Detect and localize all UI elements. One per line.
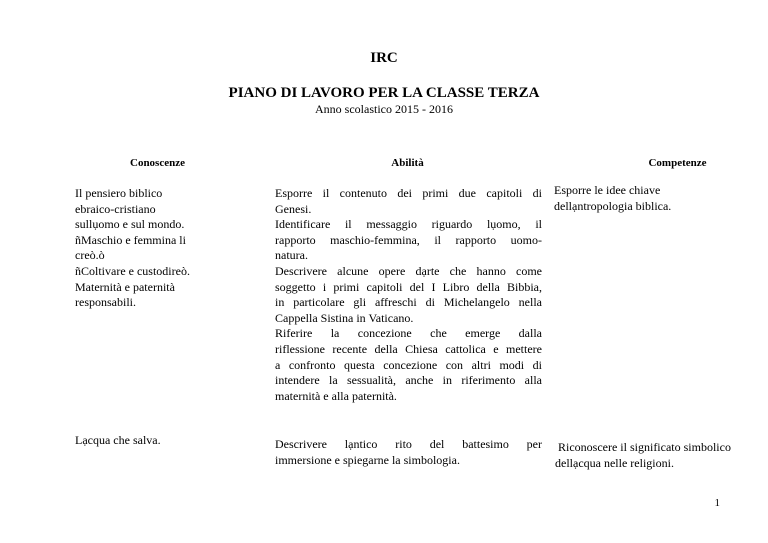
text-line: soggetto i primi capitoli del I Libro della Bibbia, [275, 279, 542, 294]
plan-title: PIANO DI LAVORO PER LA CLASSE TERZA [228, 85, 540, 101]
text-line: rapporto maschio-femmina, il rapporto uomo- [275, 232, 542, 247]
text-line: sullụomo e sul mondo. [75, 217, 185, 232]
school-year: Anno scolastico 2015 - 2016 [315, 102, 453, 116]
text-line: in particolare gli affreschi di Michelangelo nella [275, 295, 542, 310]
column-header-competenze: Competenze [648, 157, 707, 169]
text-line: Cappella Sistina in Vaticano. [275, 310, 414, 325]
row1-abilita-cell [275, 186, 542, 404]
text-line: responsabili. [75, 295, 136, 310]
text-line: Genesi. [275, 201, 312, 216]
text-line: Il pensiero biblico [75, 186, 163, 200]
text-line: a confronto questa concezione con altri modi di [275, 357, 542, 372]
text-line: maternità e alla paternità. [275, 388, 397, 403]
text-line: Descrivere lạntico rito del battesimo per [275, 437, 542, 451]
text-line: Lạcqua che salva. [75, 433, 161, 447]
row2-conoscenze-cell [75, 433, 235, 449]
text-line: natura. [275, 248, 308, 263]
text-line: immersione e spiegarne la simbologia. [275, 452, 460, 467]
text-line: Riconoscere il significato simbolico [555, 440, 731, 454]
text-line: creò.ò [75, 248, 105, 263]
text-line: Esporre le idee chiave [554, 183, 661, 197]
row2-abilita-cell [275, 437, 542, 468]
column-header-abilita: Abilità [391, 157, 424, 169]
row2-competenze-cell [555, 440, 755, 471]
text-line: Descrivere alcune opere dạrte che hanno come [275, 263, 542, 278]
page-number: 1 [714, 497, 720, 509]
text-line: riflessione recente della Chiesa cattolica e mettere [275, 341, 542, 356]
text-line: Esporre il contenuto dei primi due capitoli di [275, 186, 542, 200]
text-line: Identificare il messaggio riguardo lụomo, il [275, 217, 542, 232]
text-line: ñColtivare e custodireò. [75, 263, 190, 278]
text-line: intendere la sessualità, anche in riferimento alla [275, 373, 542, 388]
subject-title: IRC [370, 50, 398, 66]
text-line: dellạcqua nelle religioni. [555, 455, 674, 470]
text-line: ñMaschio e femmina li [75, 232, 186, 247]
row1-conoscenze-cell [75, 186, 235, 311]
text-line: ebraico-cristiano [75, 201, 156, 216]
column-header-conoscenze: Conoscenze [130, 157, 185, 169]
text-line: Riferire la concezione che emerge dalla [275, 326, 542, 341]
row1-competenze-cell [554, 183, 744, 214]
text-line: dellạntropologia biblica. [554, 198, 672, 213]
text-line: Maternità e paternità [75, 279, 175, 294]
